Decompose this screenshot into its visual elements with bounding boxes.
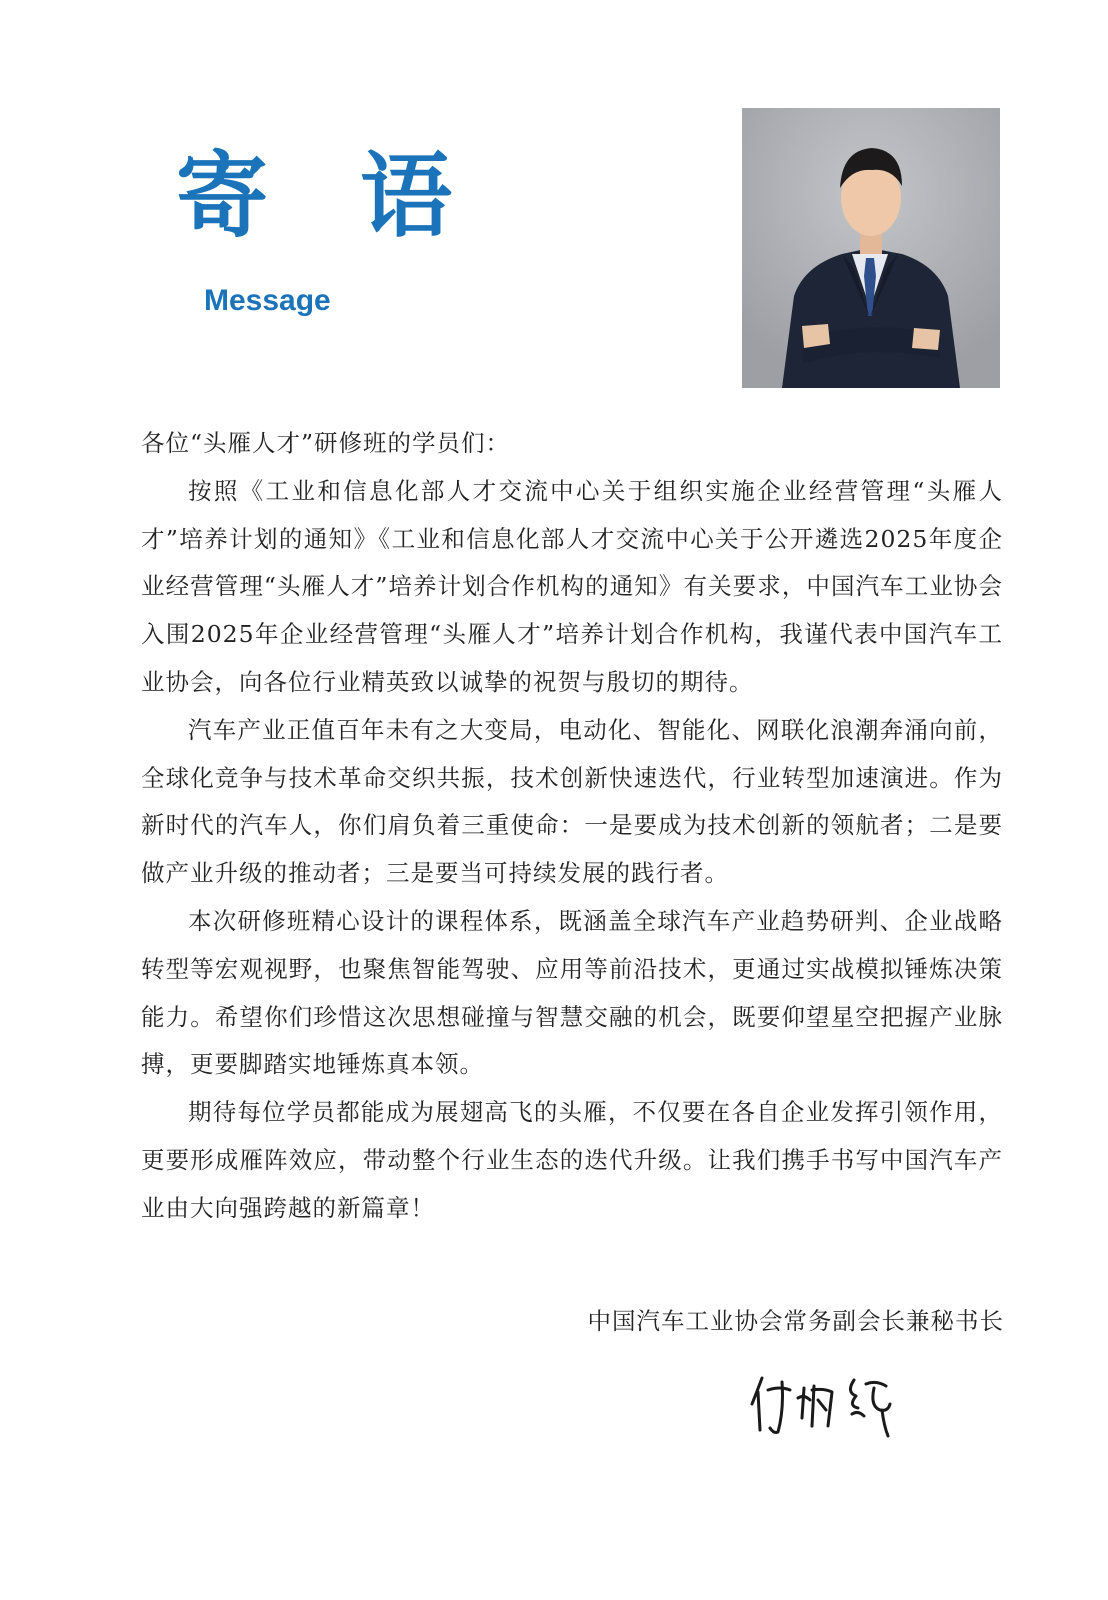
salutation: 各位“头雁人才”研修班的学员们： <box>141 429 511 457</box>
portrait-photo <box>742 108 1000 388</box>
paragraph-4: 期待每位学员都能成为展翅高飞的头雁，不仅要在各自企业发挥引领作用，更要形成雁阵效应，带动整个行业生态的迭代升级。让我们携手书写中国汽车产业由大向强跨越的新篇章！ <box>141 1098 1003 1222</box>
paragraph-1: 按照《工业和信息化部人才交流中心关于组织实施企业经营管理“头雁人才”培养计划的通知》《工业和信息化部人才交流中心关于公开遴选2025年度企业经营管理“头雁人才”培养计划合作机构的通知》有关要求，中国汽车工业协会入围2025年企业经营管理“头雁人才”培养计划合作机构，我谨代表中国汽车工业协会，向各位行业精英致以诚挚的祝贺与殷切的期待。 <box>141 476 1003 696</box>
handwritten-signature <box>748 1370 918 1440</box>
page-title: 寄 语 <box>176 142 483 250</box>
page-subtitle: Message <box>204 284 331 317</box>
signatory-title: 中国汽车工业协会常务副会长兼秘书长 <box>587 1307 1004 1335</box>
letter-body <box>141 420 1003 1233</box>
paragraph-3: 本次研修班精心设计的课程体系，既涵盖全球汽车产业趋势研判、企业战略转型等宏观视野，也聚焦智能驾驶、应用等前沿技术，更通过实战模拟锤炼决策能力。希望你们珍惜这次思想碰撞与智慧交融的机会，既要仰望星空把握产业脉搏，更要脚踏实地锤炼真本领。 <box>141 906 1003 1079</box>
paragraph-2: 汽车产业正值百年未有之大变局，电动化、智能化、网联化浪潮奔涌向前，全球化竞争与技术革命交织共振，技术创新快速迭代，行业转型加速演进。作为新时代的汽车人，你们肩负着三重使命：一是要成为技术创新的领航者；二是要做产业升级的推动者；三是要当可持续发展的践行者。 <box>141 715 1003 888</box>
